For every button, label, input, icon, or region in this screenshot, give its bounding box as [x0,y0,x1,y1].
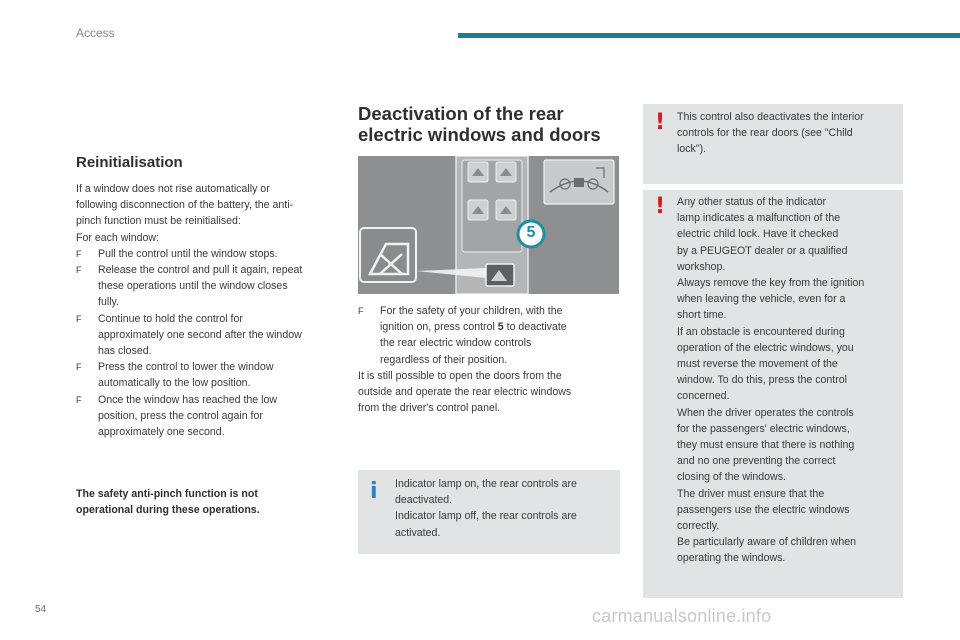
step-4 [76,359,338,391]
step-line: Release the control and pull it again, repeat [98,264,303,277]
info-line: Indicator lamp on, the rear controls are [395,478,577,490]
warning-line: Any other status of the indicator [677,196,826,208]
paragraph-line: outside and operate the rear electric windows [358,386,572,399]
header-accent-bar [458,33,960,38]
warning-text [677,194,899,567]
step-line: Pull the control until the window stops. [98,247,278,260]
warning-line: they must ensure that there is nothing [677,439,855,452]
warning-line: electric child lock. Have it checked [677,228,839,241]
warning-line: workshop. [677,260,726,273]
warning-line: operating the windows. [677,552,786,565]
door-panel-illustration [358,156,619,294]
info-text [395,476,613,541]
note-line: operational during these operations. [76,504,260,516]
heading-line: Deactivation of the rear [358,103,564,124]
step-line: fully. [98,296,119,309]
warning-line: and no one preventing the correct [677,455,836,468]
info-line: Indicator lamp off, the rear controls are [395,510,577,523]
step-line: approximately one second after the window [98,328,302,341]
step-line: Continue to hold the control for [98,312,243,325]
step-line: has closed. [98,345,152,358]
step-line: approximately one second. [98,426,225,439]
warning-line: must reverse the movement of the [677,358,838,371]
warning-line: Always remove the key from the ignition [677,277,865,290]
deactivation-heading [358,103,628,145]
anti-pinch-warning-note [76,486,316,518]
bullet-marker: F [358,306,364,316]
watermark: carmanualsonline.info [592,606,772,626]
control-number: 5 [497,321,504,334]
intro-line: For each window: [76,231,160,244]
warning-line: Be particularly aware of children when [677,536,857,549]
warning-line: lock"). [677,143,707,156]
bullet-marker: F [76,265,82,276]
reinitialisation-body [76,181,338,440]
info-icon: i [370,479,378,504]
warning-box-malfunction [643,190,903,598]
step-2 [76,262,338,311]
deactivation-step [358,303,620,368]
warning-line: for the passengers' electric windows, [677,422,850,435]
warning-line: when leaving the vehicle, even for a [677,293,846,306]
warning-line: When the driver operates the controls [677,406,854,419]
step-line: ignition on, press control 5 to deactivate [380,321,567,334]
intro-line: If a window does not rise automatically or [76,183,270,195]
step-5 [76,392,338,441]
deactivation-body [358,303,620,416]
warning-exclamation-icon: ! [655,194,666,219]
warning-line: closing of the windows. [677,471,786,484]
step-1 [76,246,338,262]
step-line: automatically to the low position. [98,377,251,390]
bullet-marker: F [76,248,82,259]
step-line: For the safety of your children, with the [380,305,563,317]
warning-line: correctly. [677,520,720,533]
step-line: the rear electric window controls [380,337,532,350]
info-line: deactivated. [395,494,453,507]
warning-line: lamp indicates a malfunction of the [677,212,841,225]
step-3 [76,311,338,360]
warning-exclamation-icon: ! [655,110,666,135]
control-number-callout: 5 [526,224,536,241]
warning-line: The driver must ensure that the [677,487,825,500]
step-line: regardless of their position. [380,353,508,366]
info-box [358,470,620,554]
warning-line: controls for the rear doors (see "Child [677,127,853,140]
step-line: position, press the control again for [98,409,263,422]
reinitialisation-heading: Reinitialisation [76,154,183,171]
paragraph-line: from the driver's control panel. [358,402,501,415]
warning-line: passengers use the electric windows [677,503,850,516]
section-title: Access [76,26,115,40]
bullet-marker: F [76,313,82,324]
warning-line: operation of the electric windows, you [677,341,854,354]
note-line: The safety anti-pinch function is not [76,488,258,500]
warning-line: window. To do this, press the control [677,374,847,387]
window-switch-panel-drawing [358,156,619,294]
warning-line: short time. [677,309,727,322]
bullet-marker: F [76,394,82,405]
warning-box-child-lock [643,104,903,184]
warning-line: If an obstacle is encountered during [677,325,845,338]
bullet-marker: F [76,362,82,373]
page-number: 54 [35,604,47,615]
intro-line: following disconnection of the battery, the anti- [76,199,294,212]
warning-line: concerned. [677,390,730,403]
reinitialisation-section [76,154,338,440]
warning-line: This control also deactivates the interior [677,111,864,123]
heading-line: electric windows and doors [358,124,601,145]
paragraph-line: It is still possible to open the doors from the [358,369,562,382]
step-line: Once the window has reached the low [98,393,278,406]
info-line: activated. [395,526,441,539]
step-line: Press the control to lower the window [98,361,274,374]
intro-line: pinch function must be reinitialised: [76,215,241,228]
warning-text [677,109,899,158]
step-line: these operations until the window closes [98,280,288,293]
warning-line: by a PEUGEOT dealer or a qualified [677,244,848,257]
